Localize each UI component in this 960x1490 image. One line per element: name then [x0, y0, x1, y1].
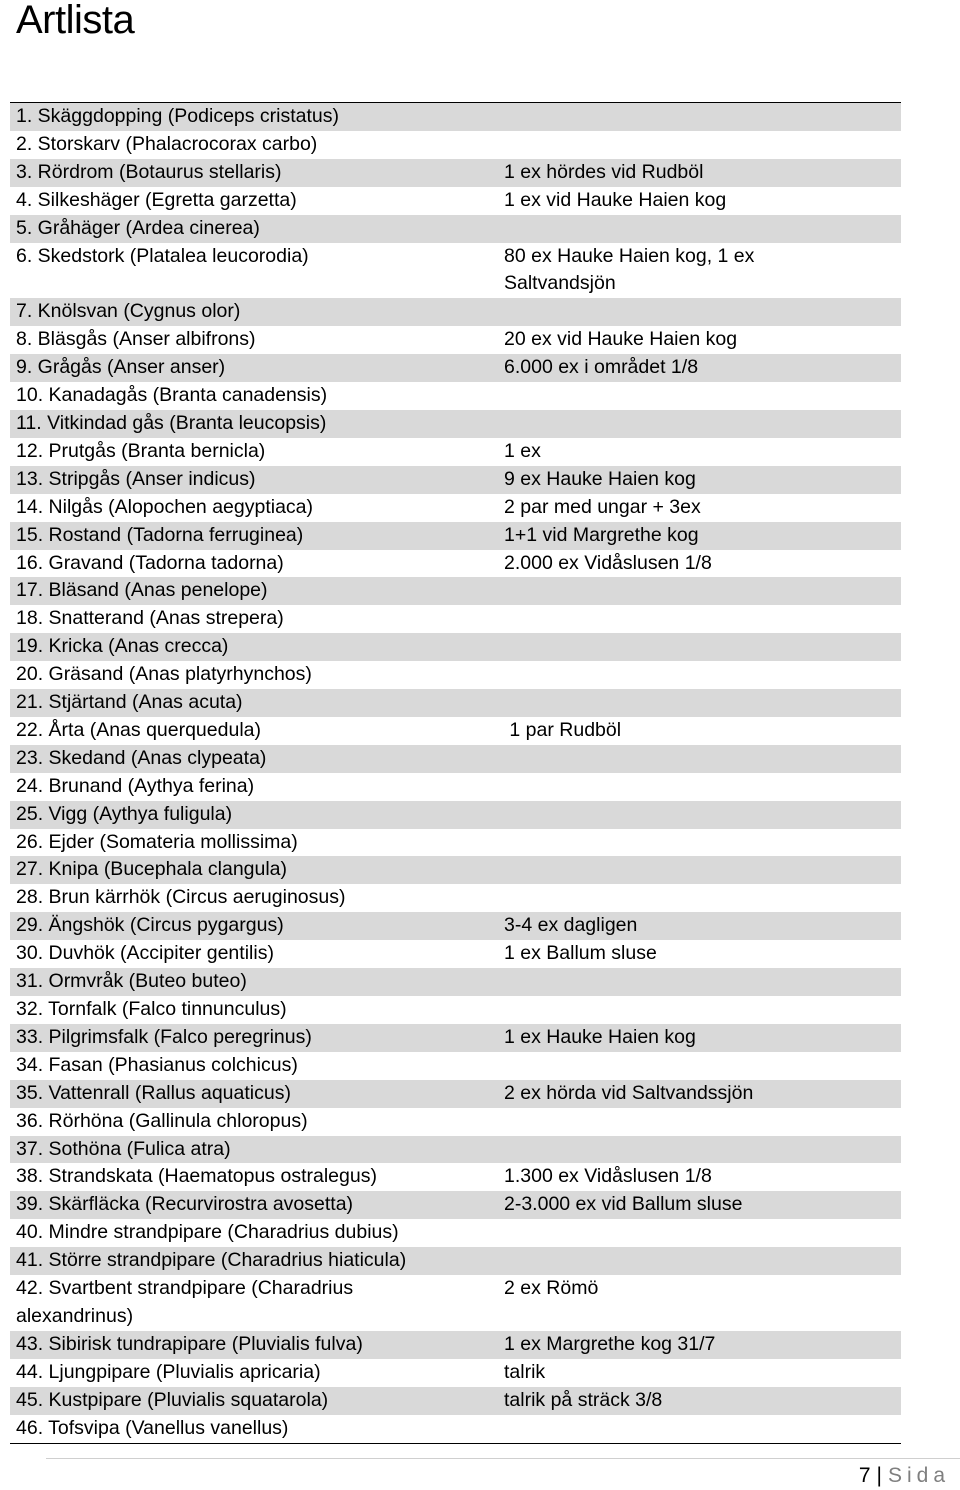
species-name: 12. Prutgås (Branta bernicla): [16, 439, 266, 462]
species-name: 26. Ejder (Somateria mollissima): [16, 830, 298, 853]
species-name: 45. Kustpipare (Pluvialis squatarola): [16, 1388, 329, 1411]
table-row: [10, 1247, 901, 1275]
observation-note: 2 par med ungar + 3ex: [504, 495, 701, 518]
species-name: 11. Vitkindad gås (Branta leucopsis): [16, 411, 327, 434]
table-row: [10, 243, 901, 299]
species-name: 5. Gråhäger (Ardea cinerea): [16, 216, 260, 239]
species-name: 30. Duvhök (Accipiter gentilis): [16, 942, 274, 965]
observation-note: [504, 1052, 901, 1080]
species-name: 41. Större strandpipare (Charadrius hiaticula): [16, 1249, 407, 1272]
table-row: [10, 1331, 901, 1359]
table-row: [10, 187, 901, 215]
observation-note: [504, 215, 901, 243]
table-row: [10, 1387, 901, 1415]
observation-note: 2 ex Römö: [504, 1277, 599, 1300]
species-name: 3. Rördrom (Botaurus stellaris): [16, 160, 282, 183]
observation-note: [504, 103, 901, 131]
species-name: 6. Skedstork (Platalea leucorodia): [16, 244, 309, 267]
table-row: [10, 466, 901, 494]
table-row: [10, 494, 901, 522]
table-row: [10, 438, 901, 466]
table-row: [10, 1219, 901, 1247]
species-name: 7. Knölsvan (Cygnus olor): [16, 300, 241, 323]
table-row: [10, 1024, 901, 1052]
observation-note: [504, 382, 901, 410]
species-name: 19. Kricka (Anas crecca): [16, 635, 229, 658]
observation-note: 1 par Rudböl: [504, 718, 622, 741]
observation-note: 1 ex: [504, 439, 541, 462]
observation-note: [504, 298, 901, 326]
observation-note: 1 ex Hauke Haien kog: [504, 1025, 696, 1048]
observation-note: [504, 856, 901, 884]
observation-note: [504, 829, 901, 857]
species-name: 22. Årta (Anas querquedula): [16, 718, 261, 741]
observation-note: 1.300 ex Vidåslusen 1/8: [504, 1165, 712, 1188]
table-row: [10, 829, 901, 857]
table-row: [10, 159, 901, 187]
table-row: [10, 912, 901, 940]
table-row: [10, 577, 901, 605]
table-row: [10, 382, 901, 410]
table-row: [10, 605, 901, 633]
observation-note: 1 ex Ballum sluse: [504, 942, 657, 965]
table-row: [10, 326, 901, 354]
observation-note: [504, 689, 901, 717]
species-name: 16. Gravand (Tadorna tadorna): [16, 551, 284, 574]
species-name: 43. Sibirisk tundrapipare (Pluvialis fulva): [16, 1332, 363, 1355]
observation-note: 3-4 ex dagligen: [504, 914, 638, 937]
species-table: [10, 102, 901, 1444]
species-name: 1. Skäggdopping (Podiceps cristatus): [16, 105, 340, 127]
species-name: 33. Pilgrimsfalk (Falco peregrinus): [16, 1025, 312, 1048]
observation-note: 1 ex vid Hauke Haien kog: [504, 188, 727, 211]
page-number: 7: [858, 1464, 871, 1487]
table-row: [10, 689, 901, 717]
species-name: 28. Brun kärrhök (Circus aeruginosus): [16, 886, 346, 909]
species-name: 23. Skedand (Anas clypeata): [16, 746, 267, 769]
observation-note: [504, 1219, 901, 1247]
observation-note: [504, 968, 901, 996]
species-name: 8. Bläsgås (Anser albifrons): [16, 328, 256, 351]
table-row: [10, 550, 901, 578]
observation-note: [504, 773, 901, 801]
table-row: [10, 215, 901, 243]
species-name: 39. Skärfläcka (Recurvirostra avosetta): [16, 1193, 354, 1216]
observation-note: [504, 410, 901, 438]
species-name: 4. Silkeshäger (Egretta garzetta): [16, 188, 297, 211]
table-row: [10, 354, 901, 382]
observation-note: 20 ex vid Hauke Haien kog: [504, 328, 738, 351]
page-footer: [859, 1462, 950, 1490]
footer-divider: [46, 1458, 960, 1459]
species-name: 34. Fasan (Phasianus colchicus): [16, 1053, 298, 1076]
species-name: 27. Knipa (Bucephala clangula): [16, 858, 288, 881]
observation-note: 1+1 vid Margrethe kog: [504, 523, 699, 546]
observation-note: [504, 633, 901, 661]
table-row: [10, 1191, 901, 1219]
species-name: 15. Rostand (Tadorna ferruginea): [16, 523, 304, 546]
species-name: 9. Grågås (Anser anser): [16, 356, 226, 379]
species-name: 20. Gräsand (Anas platyrhynchos): [16, 663, 312, 686]
table-row: [10, 661, 901, 689]
observation-note: 2-3.000 ex vid Ballum sluse: [504, 1193, 743, 1216]
observation-note: 80 ex Hauke Haien kog, 1 ex Saltvandsjön: [504, 244, 755, 295]
observation-note: [504, 996, 901, 1024]
observation-note: talrik: [504, 1360, 546, 1383]
observation-note: [504, 1108, 901, 1136]
table-row: [10, 1136, 901, 1164]
species-name: 40. Mindre strandpipare (Charadrius dubius): [16, 1221, 399, 1244]
observation-note: [504, 745, 901, 773]
species-name: 37. Sothöna (Fulica atra): [16, 1137, 231, 1160]
page-word: Sida: [887, 1464, 950, 1487]
table-row: [10, 717, 901, 745]
table-row: [10, 884, 901, 912]
page-title: Artlista: [16, 0, 135, 42]
species-name: 44. Ljungpipare (Pluvialis apricaria): [16, 1360, 321, 1383]
table-row: [10, 1080, 901, 1108]
table-row: [10, 131, 901, 159]
table-row: [10, 968, 901, 996]
observation-note: [504, 577, 901, 605]
species-name: 10. Kanadagås (Branta canadensis): [16, 384, 328, 407]
table-row: [10, 1359, 901, 1387]
observation-note: 9 ex Hauke Haien kog: [504, 467, 696, 490]
table-row: [10, 745, 901, 773]
table-row: [10, 410, 901, 438]
table-row: [10, 773, 901, 801]
table-row: [10, 1052, 901, 1080]
species-name: 14. Nilgås (Alopochen aegyptiaca): [16, 495, 314, 518]
observation-note: [504, 131, 901, 159]
footer-separator: |: [876, 1464, 882, 1487]
observation-note: talrik på sträck 3/8: [504, 1388, 663, 1411]
observation-note: [504, 801, 901, 829]
species-name: 17. Bläsand (Anas penelope): [16, 579, 268, 602]
table-row: [10, 1275, 901, 1331]
species-name: 38. Strandskata (Haematopus ostralegus): [16, 1165, 377, 1188]
observation-note: 1 ex Margrethe kog 31/7: [504, 1332, 716, 1355]
observation-note: 6.000 ex i området 1/8: [504, 356, 699, 379]
observation-note: 2.000 ex Vidåslusen 1/8: [504, 551, 712, 574]
species-name: 31. Ormvråk (Buteo buteo): [16, 970, 247, 993]
table-row: [10, 1415, 901, 1443]
observation-note: [504, 605, 901, 633]
table-row: [10, 522, 901, 550]
table-row: [10, 633, 901, 661]
species-name: 29. Ängshök (Circus pygargus): [16, 914, 284, 937]
table-row: [10, 856, 901, 884]
species-name: 36. Rörhöna (Gallinula chloropus): [16, 1109, 308, 1132]
observation-note: [504, 884, 901, 912]
observation-note: 2 ex hörda vid Saltvandssjön: [504, 1081, 754, 1104]
table-row: [10, 298, 901, 326]
observation-note: 1 ex hördes vid Rudböl: [504, 160, 704, 183]
table-row: [10, 1163, 901, 1191]
species-name: 24. Brunand (Aythya ferina): [16, 774, 255, 797]
table-row: [10, 1108, 901, 1136]
species-name: 32. Tornfalk (Falco tinnunculus): [16, 998, 287, 1020]
species-name: 42. Svartbent strandpipare (Charadrius alexandrinus): [16, 1277, 354, 1327]
observation-note: [504, 661, 901, 689]
species-name: 35. Vattenrall (Rallus aquaticus): [16, 1081, 291, 1104]
species-name: 13. Stripgås (Anser indicus): [16, 467, 256, 490]
table-row: [10, 103, 901, 131]
species-name: 18. Snatterand (Anas strepera): [16, 607, 284, 630]
table-row: [10, 940, 901, 968]
species-name: 2. Storskarv (Phalacrocorax carbo): [16, 132, 318, 155]
table-row: [10, 996, 901, 1024]
observation-note: [504, 1415, 901, 1443]
species-name: 46. Tofsvipa (Vanellus vanellus): [16, 1416, 289, 1439]
table-row: [10, 801, 901, 829]
species-name: 25. Vigg (Aythya fuligula): [16, 802, 233, 825]
observation-note: [504, 1136, 901, 1164]
species-name: 21. Stjärtand (Anas acuta): [16, 691, 243, 714]
observation-note: [504, 1247, 901, 1275]
